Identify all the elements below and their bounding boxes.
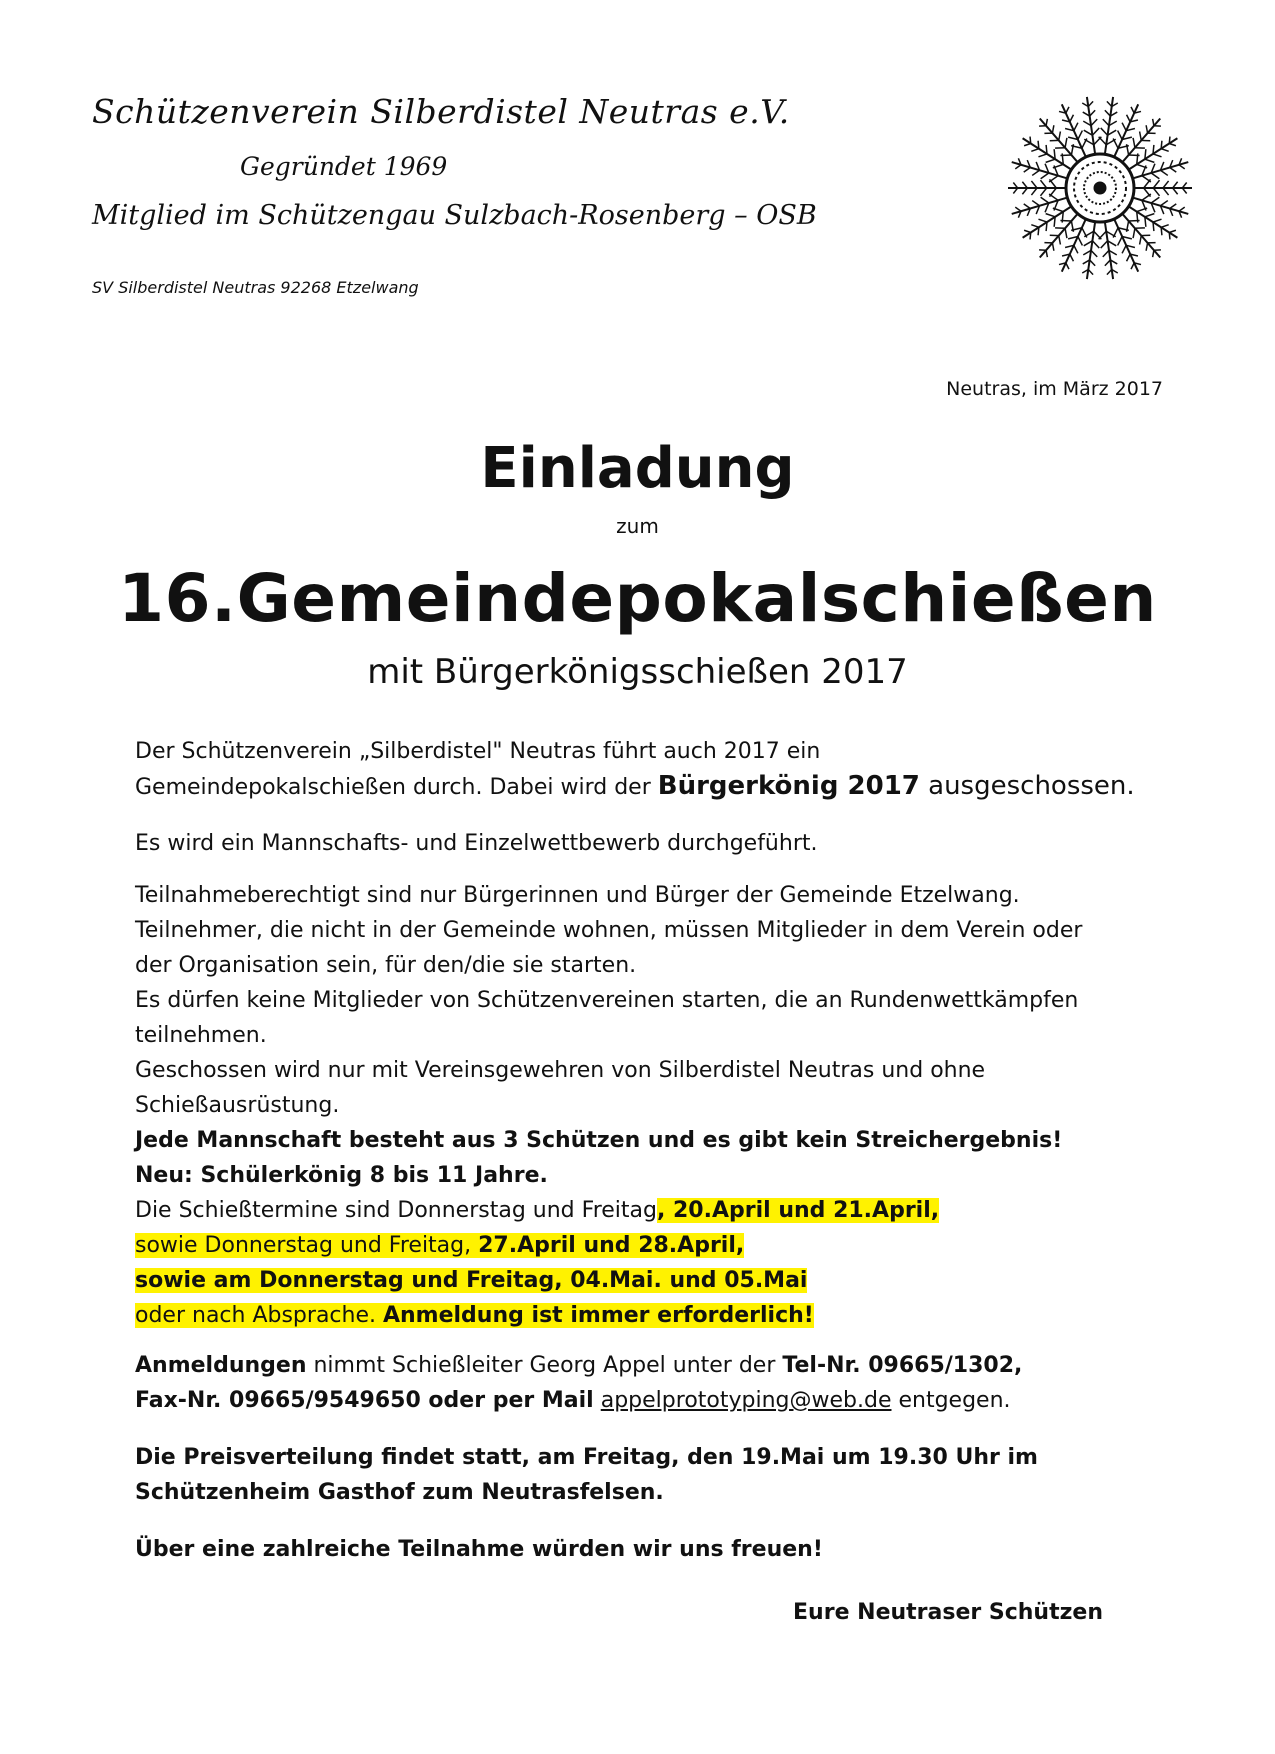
registration-paragraph: [135, 1348, 1175, 1418]
event-subtitle: mit Bürgerkönigsschießen 2017: [367, 652, 908, 692]
rules-paragraph: [135, 878, 1175, 1333]
new-rule: Neu: Schülerkönig 8 bis 11 Jahre.: [135, 1163, 548, 1188]
dates-line-3: [135, 1263, 1175, 1298]
intro-line-2-text: Gemeindepokalschießen durch. Dabei wird der: [135, 775, 658, 800]
registration-line-1: [135, 1348, 1175, 1383]
fax-number: Fax-Nr. 09665/9549650 oder per Mail: [135, 1388, 594, 1413]
rule-line: Es dürfen keine Mitglieder von Schützenvereinen starten, die an Rundenwettkämpfen: [135, 988, 1079, 1013]
award-paragraph: [135, 1440, 1175, 1510]
team-rule: Jede Mannschaft besteht aus 3 Schützen und es gibt kein Streichergebnis!: [135, 1128, 1063, 1153]
thistle-icon: [1000, 88, 1200, 288]
dates-highlight-4b: Anmeldung ist immer erforderlich!: [382, 1303, 814, 1328]
dates-highlight-2b: 27.April und 28.April,: [478, 1233, 745, 1258]
event-title: 16.Gemeindepokalschießen: [118, 560, 1157, 637]
membership-line: Mitglied im Schützengau Sulzbach-Rosenberg – OSB: [92, 200, 817, 231]
registration-end: entgegen.: [891, 1388, 1011, 1413]
dates-line-1: [135, 1193, 1175, 1228]
rule-line: teilnehmen.: [135, 1023, 267, 1048]
competition-type: Es wird ein Mannschafts- und Einzelwettbewerb durchgeführt.: [135, 831, 818, 856]
rule-line: Teilnehmer, die nicht in der Gemeinde wohnen, müssen Mitglieder in dem Verein oder: [135, 918, 1083, 943]
rule-line: Geschossen wird nur mit Vereinsgewehren von Silberdistel Neutras und ohne: [135, 1058, 986, 1083]
rule-line: Schießausrüstung.: [135, 1093, 340, 1118]
email-link[interactable]: appelprototyping@web.de: [600, 1388, 892, 1413]
buergerkoenig-highlight: Bürgerkönig 2017: [657, 771, 920, 801]
intro-line-1: Der Schützenverein „Silberdistel" Neutras führt auch 2017 ein: [135, 739, 821, 764]
address-line: SV Silberdistel Neutras 92268 Etzelwang: [92, 278, 419, 297]
award-line-1: Die Preisverteilung findet statt, am Freitag, den 19.Mai um 19.30 Uhr im: [135, 1445, 1038, 1470]
dates-highlight-3: sowie am Donnerstag und Freitag, 04.Mai. und 05.Mai: [135, 1268, 808, 1293]
dates-line-2: [135, 1228, 1175, 1263]
dates-highlight-4a: oder nach Absprache.: [135, 1303, 383, 1328]
intro-paragraph: [135, 734, 1175, 805]
award-line-2: Schützenheim Gasthof zum Neutrasfelsen.: [135, 1480, 664, 1505]
club-name: Schützenverein Silberdistel Neutras e.V.: [92, 92, 790, 131]
intro-line-2-end: ausgeschossen.: [919, 771, 1135, 801]
dates-highlight-1: , 20.April und 21.April,: [656, 1198, 940, 1223]
dates-intro: Die Schießtermine sind Donnerstag und Freitag: [135, 1198, 657, 1223]
invitation-title: Einladung: [480, 436, 795, 501]
signature: Eure Neutraser Schützen: [793, 1600, 1103, 1625]
dates-highlight-2a: sowie Donnerstag und Freitag,: [135, 1233, 479, 1258]
registration-label: Anmeldungen: [135, 1353, 307, 1378]
registration-text: nimmt Schießleiter Georg Appel unter der: [306, 1353, 783, 1378]
rule-line: Teilnahmeberechtigt sind nur Bürgerinnen und Bürger der Gemeinde Etzelwang.: [135, 883, 1020, 908]
registration-line-2: [135, 1383, 1175, 1418]
intro-line-2: [135, 769, 1175, 805]
phone-number: Tel-Nr. 09665/1302,: [782, 1353, 1023, 1378]
rule-line: der Organisation sein, für den/die sie starten.: [135, 953, 637, 978]
dates-line-4: [135, 1298, 1175, 1333]
founded-line: Gegründet 1969: [240, 152, 448, 181]
date-line: Neutras, im März 2017: [946, 378, 1163, 400]
closing-line: Über eine zahlreiche Teilnahme würden wir uns freuen!: [135, 1537, 823, 1562]
title-connector: zum: [616, 514, 659, 538]
